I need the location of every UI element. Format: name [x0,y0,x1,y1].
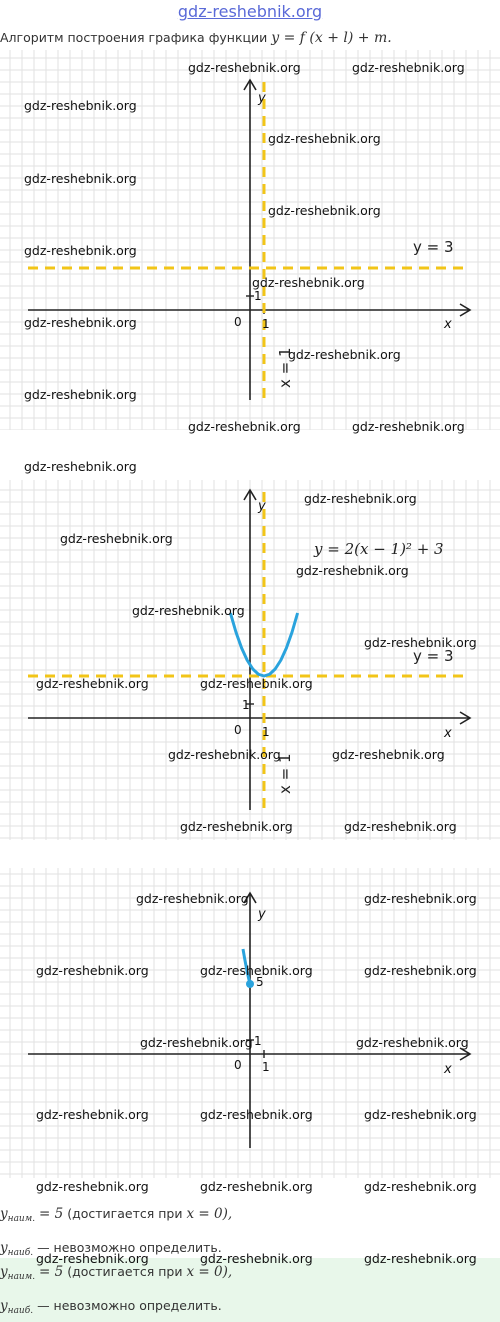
watermark: gdz-reshebnik.org [168,747,281,762]
graph-2 [0,480,500,840]
origin-label: 0 [234,723,242,737]
watermark: gdz-reshebnik.org [364,1179,477,1194]
graph-3 [0,868,500,1178]
watermark: gdz-reshebnik.org [24,171,137,186]
watermark: gdz-reshebnik.org [364,635,477,650]
watermark: gdz-reshebnik.org [252,275,365,290]
y-tick-label: 1 [254,289,262,303]
x-tick-label: 1 [262,1060,270,1074]
watermark: gdz-reshebnik.org [304,491,417,506]
watermark: gdz-reshebnik.org [36,1251,149,1266]
watermark: gdz-reshebnik.org [180,819,293,834]
min-text: (достигается при [67,1206,183,1221]
max-text: — невозможно определить. [37,1240,222,1255]
watermark: gdz-reshebnik.org [36,1107,149,1122]
watermark: gdz-reshebnik.org [24,387,137,402]
watermark: gdz-reshebnik.org [200,676,313,691]
origin-label: 0 [234,1058,242,1072]
watermark: gdz-reshebnik.org [364,1107,477,1122]
watermark: gdz-reshebnik.org [24,243,137,258]
function-label: y = 2(x − 1)² + 3 [314,540,444,558]
watermark: gdz-reshebnik.org [24,459,137,474]
x-tick-label: 1 [262,725,270,739]
y-axis-label: y [258,499,266,514]
vline-label: x = 1 [276,753,294,794]
min-sub-repeat: наим. [7,1272,36,1282]
watermark: gdz-reshebnik.org [352,419,465,434]
watermark: gdz-reshebnik.org [140,1035,253,1050]
heading [0,30,392,46]
min-text-repeat: (достигается при [67,1264,183,1279]
min-eq: = 5 [39,1206,64,1222]
y-tick-label: 1 [254,1034,262,1048]
heading-text: Алгоритм построения графика функции [0,30,268,45]
watermark: gdz-reshebnik.org [36,963,149,978]
answer-max [0,1240,222,1258]
watermark: gdz-reshebnik.org [200,1251,313,1266]
y-tick-label: 1 [242,698,250,712]
watermark: gdz-reshebnik.org [364,1251,477,1266]
max-sub-repeat: наиб. [7,1306,34,1316]
watermark: gdz-reshebnik.org [188,419,301,434]
max-y: y [0,1240,8,1256]
max-sub: наиб. [7,1248,34,1258]
graph-panel-1 [0,50,500,430]
watermark: gdz-reshebnik.org [352,60,465,75]
x-axis-label: x [444,726,452,741]
y-axis-label: y [258,91,266,106]
hline-label: y = 3 [413,238,454,256]
min-cond: x = 0), [186,1206,233,1222]
watermark: gdz-reshebnik.org [188,60,301,75]
watermark: gdz-reshebnik.org [60,531,173,546]
watermark: gdz-reshebnik.org [268,203,381,218]
watermark: gdz-reshebnik.org [364,963,477,978]
watermark: gdz-reshebnik.org [136,891,249,906]
watermark: gdz-reshebnik.org [36,1179,149,1194]
site-link[interactable]: gdz-reshebnik.org [177,2,323,21]
watermark: gdz-reshebnik.org [24,315,137,330]
function-curve [243,949,250,984]
graph-1 [0,50,500,430]
graph-panel-2 [0,480,500,840]
watermark: gdz-reshebnik.org [344,819,457,834]
y-axis-label: y [258,907,266,922]
watermark: gdz-reshebnik.org [132,603,245,618]
site-header [0,0,500,26]
watermark: gdz-reshebnik.org [268,131,381,146]
vline-label: x = 1 [276,347,294,388]
watermark: gdz-reshebnik.org [36,676,149,691]
min-sub: наим. [7,1214,36,1224]
origin-label: 0 [234,315,242,329]
x-axis-label: x [444,317,452,332]
x-tick-label: 1 [262,317,270,331]
watermark: gdz-reshebnik.org [296,563,409,578]
watermark: gdz-reshebnik.org [364,891,477,906]
hline-label: y = 3 [413,647,454,665]
watermark: gdz-reshebnik.org [200,963,313,978]
x-axis-label: x [444,1062,452,1077]
min-y-repeat: y [0,1264,8,1280]
point-label: 5 [256,975,264,989]
max-y-repeat: y [0,1298,8,1314]
answer-highlight [0,1258,500,1322]
watermark: gdz-reshebnik.org [24,98,137,113]
watermark: gdz-reshebnik.org [332,747,445,762]
min-eq-repeat: = 5 [39,1264,64,1280]
watermark: gdz-reshebnik.org [288,347,401,362]
heading-formula: y = f (x + l) + m. [271,30,392,46]
watermark: gdz-reshebnik.org [200,1107,313,1122]
answer-min [0,1206,232,1224]
min-cond-repeat: x = 0), [186,1264,233,1280]
answer-min-repeat [0,1264,232,1282]
watermark: gdz-reshebnik.org [356,1035,469,1050]
answer-max-repeat [0,1298,222,1316]
min-y: y [0,1206,8,1222]
graph-panel-3 [0,868,500,1178]
max-text-repeat: — невозможно определить. [37,1298,222,1313]
watermark: gdz-reshebnik.org [200,1179,313,1194]
highlight-point [246,980,254,988]
